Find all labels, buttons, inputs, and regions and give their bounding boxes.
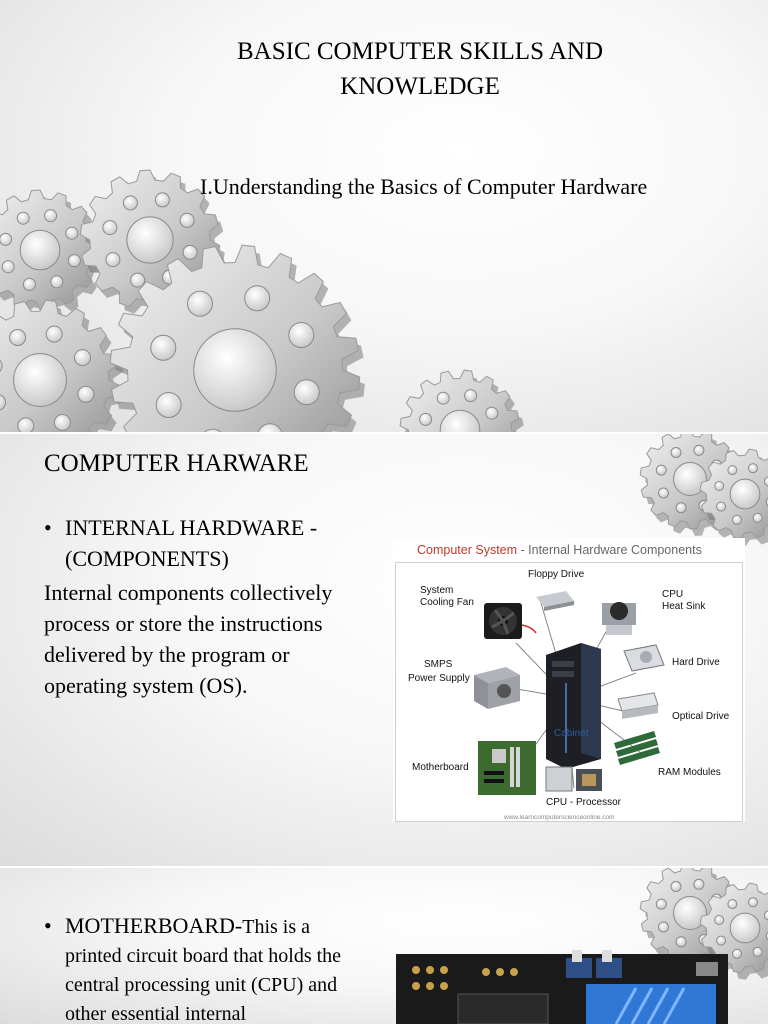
cabinet-icon [546,643,601,769]
label-cpu-heatsink-line2: Heat Sink [662,601,706,612]
bullet-rest: This is a printed circuit board that holds the central processing unit (CPU) and other essential internal [65,916,342,1024]
slide-title-heading: BASIC COMPUTER SKILLS AND KNOWLEDGE [236,38,604,100]
label-optical-drive: Optical Drive [672,711,730,722]
label-smps-line2: Power Supply [408,673,470,684]
bullet-lead: MOTHERBOARD- [65,913,243,938]
label-system-fan-line1: System [420,585,454,596]
bullet-dot: • [44,515,52,540]
slide-computer-hardware [0,434,768,866]
bullet-internal-hardware [44,512,374,574]
heat-sink-icon [602,602,636,635]
diagram-heading-red: Computer System [417,543,518,557]
gear-icon [0,300,125,432]
diagram-heading [417,543,702,557]
floppy-drive-icon [536,591,574,611]
label-ram-modules: RAM Modules [658,767,721,778]
slide-motherboard [0,868,768,1024]
label-smps-line1: SMPS [424,659,453,670]
slide-title [0,0,768,432]
ram-modules-icon [614,731,660,765]
bullet-text: INTERNAL HARDWARE - (COMPONENTS) [65,515,318,571]
bullet-dot: • [44,913,52,938]
hard-drive-icon [624,645,664,671]
label-cpu-heatsink-line1: CPU [662,589,684,600]
label-system-fan-line2: Cooling Fan [420,597,474,608]
slide-heading: COMPUTER HARWARE [44,450,309,477]
motherboard-photo [396,948,728,1024]
slide-subtitle: I.Understanding the Basics of Computer Hardware [200,174,648,199]
label-motherboard: Motherboard [412,762,469,773]
diagram-frame [395,562,743,822]
paragraph-internal-components: Internal components collectively process or store the instructions delivered by the program or operating system (OS). [44,580,333,698]
hardware-components-diagram [393,538,745,822]
diagram-heading-grey: - Internal Hardware Components [517,543,702,557]
power-supply-icon [474,667,520,709]
optical-drive-icon [618,693,658,719]
label-floppy-drive: Floppy Drive [528,569,585,580]
label-hard-drive: Hard Drive [672,657,720,668]
diagram-credit: www.learncomputerscienceonline.com [504,814,615,821]
motherboard-small-icon [478,741,536,795]
gear-icon [400,370,525,432]
cooling-fan-icon [484,603,536,639]
label-cabinet: Cabinet [554,728,589,739]
label-cpu-processor: CPU - Processor [546,797,622,808]
bullet-motherboard [44,912,364,1024]
